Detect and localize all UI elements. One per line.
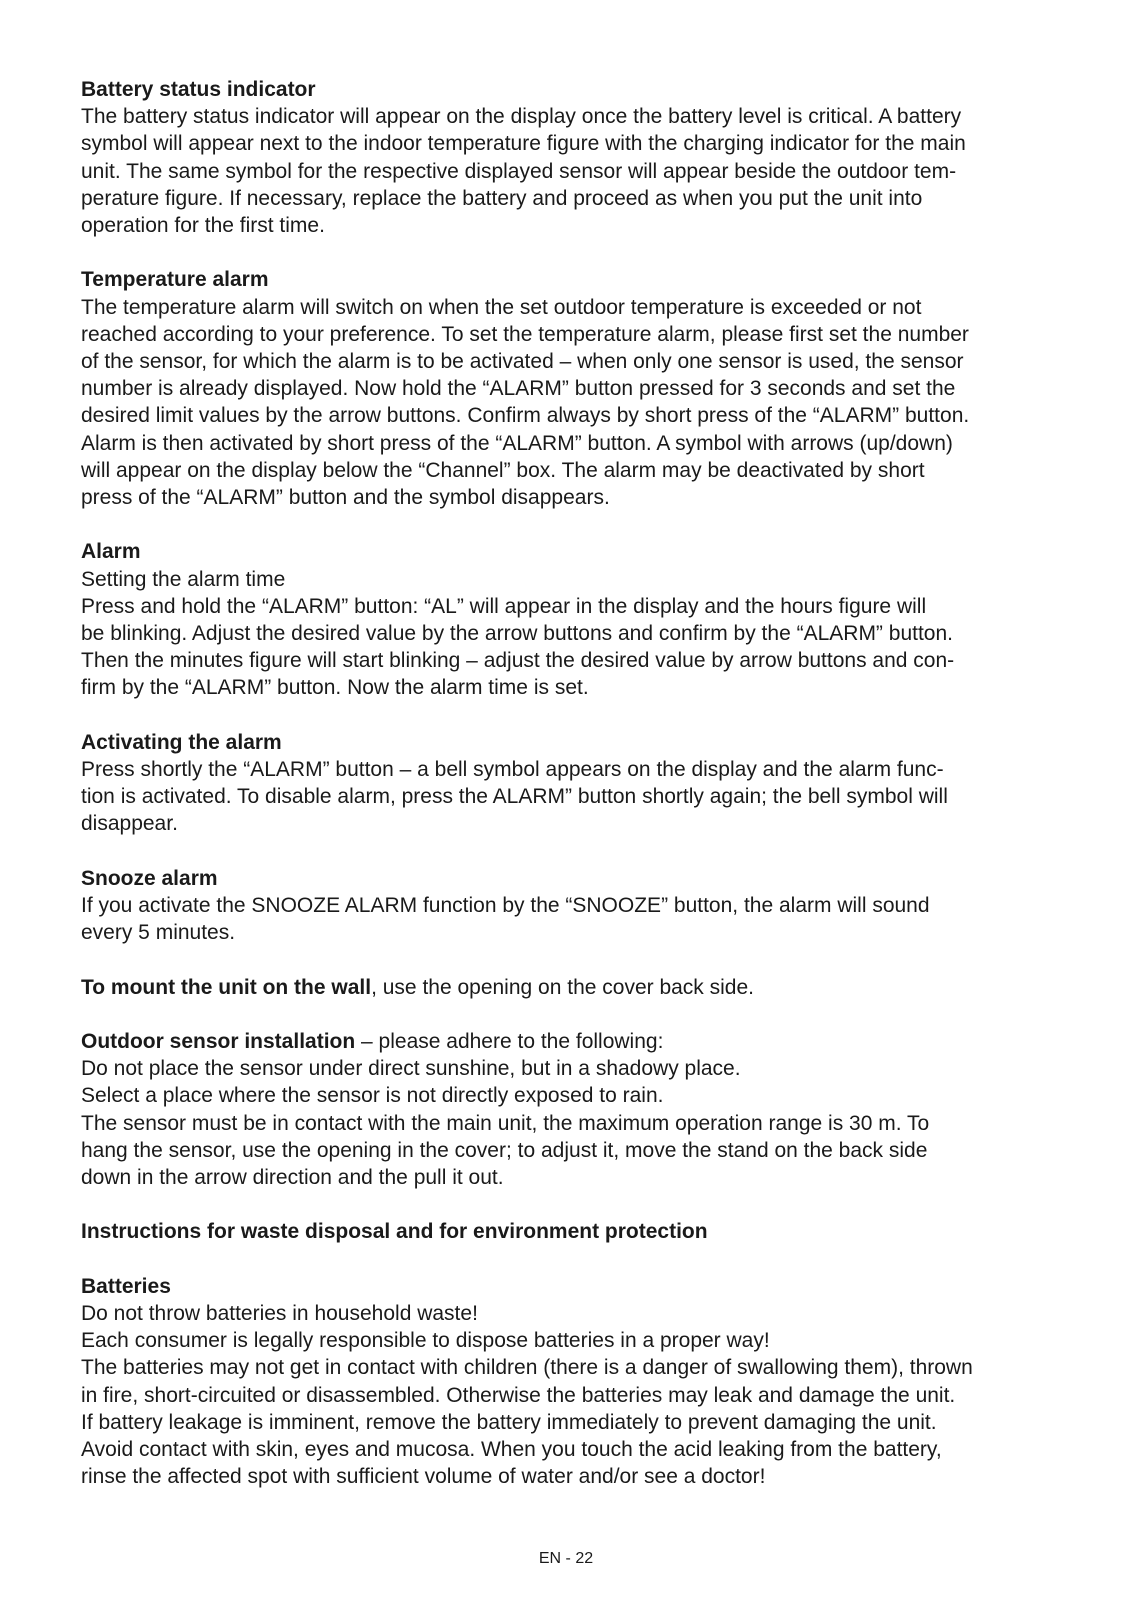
snooze-alarm-section	[81, 865, 1071, 947]
batteries-section	[81, 1273, 1071, 1491]
paragraph-line: Alarm is then activated by short press of the “ALARM” button. A symbol with arrows (up/down)	[81, 431, 953, 455]
paragraph-line: If battery leakage is imminent, remove the battery immediately to prevent damaging the unit.	[81, 1410, 937, 1434]
paragraph-line: Press and hold the “ALARM” button: “AL” will appear in the display and the hours figure will	[81, 594, 927, 618]
section-heading: Activating the alarm	[81, 730, 282, 754]
body-text: – please adhere to the following:	[355, 1030, 664, 1054]
wall-mount-section	[81, 974, 1071, 1001]
battery-status-section	[81, 76, 1071, 239]
paragraph-line: If you activate the SNOOZE ALARM function by the “SNOOZE” button, the alarm will sound	[81, 894, 930, 918]
section-heading: Alarm	[81, 540, 141, 564]
section-heading: Batteries	[81, 1274, 171, 1298]
section-heading: Temperature alarm	[81, 268, 269, 292]
paragraph-line: Press shortly the “ALARM” button – a bell symbol appears on the display and the alarm func-	[81, 758, 944, 782]
paragraph-line: Then the minutes figure will start blinking – adjust the desired value by arrow buttons and con-	[81, 649, 955, 673]
paragraph-line: perature figure. If necessary, replace the battery and proceed as when you put the unit into	[81, 186, 923, 210]
paragraph-line	[81, 974, 1071, 1001]
paragraph-line	[81, 1028, 1071, 1055]
paragraph-line: be blinking. Adjust the desired value by the arrow buttons and confirm by the “ALARM” button.	[81, 622, 953, 646]
paragraph-line: operation for the first time.	[81, 214, 325, 238]
section-heading: Snooze alarm	[81, 866, 218, 890]
outdoor-sensor-section	[81, 1028, 1071, 1191]
paragraph-line: The temperature alarm will switch on when the set outdoor temperature is exceeded or not	[81, 295, 922, 319]
lead-text: Outdoor sensor installation	[81, 1030, 356, 1054]
paragraph-line: will appear on the display below the “Channel” box. The alarm may be deactivated by short	[81, 458, 925, 482]
paragraph-line: The batteries may not get in contact with children (there is a danger of swallowing them), thrown	[81, 1356, 973, 1380]
paragraph-line: The sensor must be in contact with the main unit, the maximum operation range is 30 m. To	[81, 1111, 930, 1135]
paragraph-line: reached according to your preference. To set the temperature alarm, please first set the number	[81, 322, 969, 346]
section-heading: Battery status indicator	[81, 78, 316, 101]
paragraph-line: number is already displayed. Now hold the “ALARM” button pressed for 3 seconds and set the	[81, 377, 956, 401]
body-text: , use the opening on the cover back side.	[371, 975, 754, 999]
paragraph-line: firm by the “ALARM” button. Now the alarm time is set.	[81, 676, 589, 700]
paragraph-line: of the sensor, for which the alarm is to be activated – when only one sensor is used, the sensor	[81, 350, 964, 374]
waste-disposal-section	[81, 1218, 1071, 1245]
paragraph-line: symbol will appear next to the indoor temperature figure with the charging indicator for the main	[81, 132, 966, 156]
paragraph-line: press of the “ALARM” button and the symbol disappears.	[81, 486, 610, 510]
temperature-alarm-section	[81, 266, 1071, 511]
paragraph-line: Do not place the sensor under direct sunshine, but in a shadowy place.	[81, 1057, 741, 1081]
paragraph-line: The battery status indicator will appear on the display once the battery level is critical. A battery	[81, 105, 962, 129]
paragraph-line: tion is activated. To disable alarm, press the ALARM” button shortly again; the bell symbol will	[81, 785, 948, 809]
manual-page	[81, 76, 1071, 1518]
paragraph-line: Do not throw batteries in household waste!	[81, 1302, 478, 1326]
paragraph-line: hang the sensor, use the opening in the cover; to adjust it, move the stand on the back side	[81, 1138, 928, 1162]
paragraph-line: in fire, short-circuited or disassembled. Otherwise the batteries may leak and damage the unit.	[81, 1383, 956, 1407]
paragraph-line: Setting the alarm time	[81, 567, 286, 591]
paragraph-line: rinse the affected spot with sufficient volume of water and/or see a doctor!	[81, 1465, 766, 1489]
activating-alarm-section	[81, 729, 1071, 838]
paragraph-line: Select a place where the sensor is not directly exposed to rain.	[81, 1084, 664, 1108]
paragraph-line: desired limit values by the arrow buttons. Confirm always by short press of the “ALARM” button.	[81, 404, 970, 428]
lead-text: To mount the unit on the wall	[81, 975, 372, 999]
page-number: EN - 22	[538, 1550, 594, 1567]
paragraph-line: Each consumer is legally responsible to dispose batteries in a proper way!	[81, 1329, 770, 1353]
paragraph-line: unit. The same symbol for the respective displayed sensor will appear beside the outdoor tem-	[81, 159, 957, 183]
paragraph-line: Avoid contact with skin, eyes and mucosa. When you touch the acid leaking from the battery,	[81, 1438, 942, 1462]
alarm-section	[81, 538, 1071, 701]
section-heading: Instructions for waste disposal and for environment protection	[81, 1220, 708, 1244]
paragraph-line: every 5 minutes.	[81, 921, 236, 945]
paragraph-line: disappear.	[81, 812, 178, 836]
paragraph-line: down in the arrow direction and the pull it out.	[81, 1166, 504, 1190]
